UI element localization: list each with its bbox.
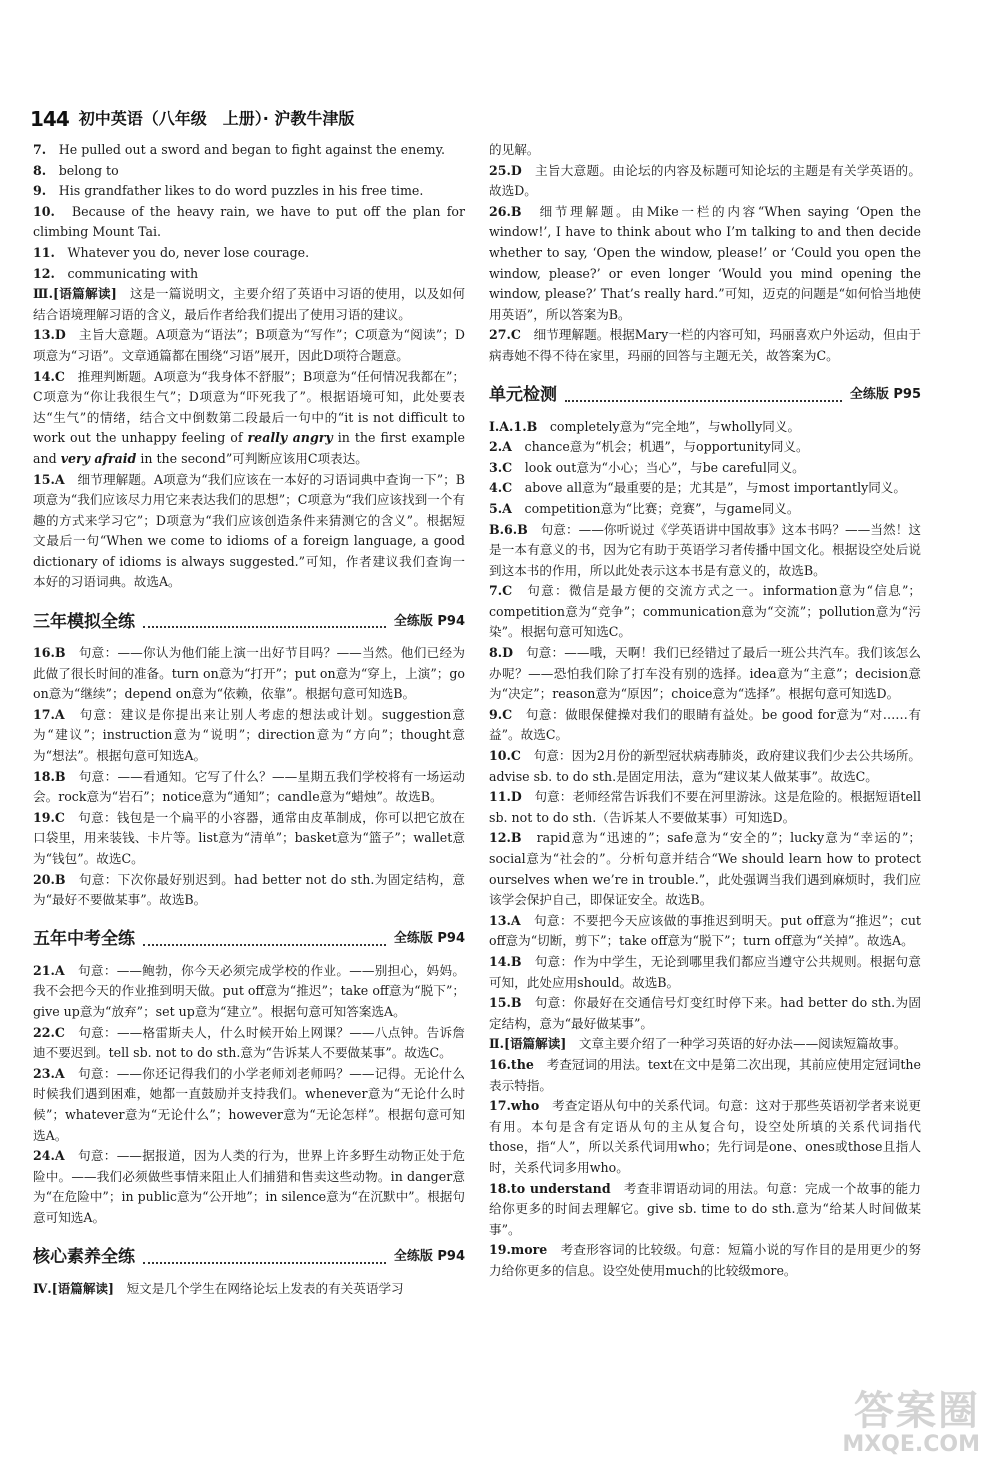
- answer-text: completely意为“完全地”，与wholly同义。: [537, 418, 801, 434]
- right-column: [489, 140, 921, 1281]
- section-heading: [33, 1245, 465, 1271]
- answer-key: 17.A: [33, 706, 65, 722]
- answer-key: 12.: [33, 265, 55, 281]
- answer-item: [489, 458, 921, 479]
- answer-item: [33, 181, 465, 202]
- answer-key: 22.C: [33, 1024, 65, 1040]
- answer-text: 句意：下次你最好别迟到。had better not do sth.为固定结构，意为“最好不要做某事”。故选B。: [33, 871, 465, 908]
- answer-item: [33, 1146, 465, 1228]
- answer-list: [33, 1279, 465, 1300]
- section-title: 三年模拟全练: [33, 611, 135, 632]
- answer-key: 9.C: [489, 706, 513, 722]
- answer-item: [489, 202, 921, 326]
- watermark-logo: 答案圈 MXQE.COM: [842, 1388, 980, 1457]
- section-title: 单元检测: [489, 385, 557, 406]
- answer-key: 13.D: [33, 327, 66, 343]
- answer-key: 8.D: [489, 645, 514, 661]
- answer-item: [489, 437, 921, 458]
- answer-text: communicating with: [54, 265, 199, 281]
- answer-item: [489, 161, 921, 202]
- answer-item: [33, 643, 465, 705]
- answer-key: 27.C: [489, 327, 521, 343]
- answer-key: 3.C: [489, 459, 513, 475]
- section-title: 五年中考全练: [33, 929, 135, 950]
- answer-item: [33, 1064, 465, 1146]
- answer-item: [489, 1179, 921, 1241]
- answer-key: 10.: [33, 203, 55, 219]
- answer-key: 18.B: [33, 768, 66, 784]
- answer-text: 文章主要介绍了一种学习英语的好办法——阅读短篇故事。: [566, 1036, 907, 1052]
- answer-item: [33, 264, 465, 285]
- answer-list: [33, 470, 465, 594]
- section-ref: 全练版 P94: [393, 1249, 465, 1265]
- answer-item: [33, 470, 465, 594]
- answer-item: [489, 478, 921, 499]
- answer-item: [489, 417, 921, 438]
- answer-item-14: 14.C 推理判断题。A项意为“我身体不舒服”；B项意为“任何情况我都在”；C项意为“你让我很生气”；D项意为“吓死我了”。根据语境可知，此处要表达“生气”的情绪，结合文中倒数第二段最后一句中的“it is not difficult to work out the unhappy feeling of really angry in the first example and very afraid in the second”可判断应该用C项表达。: [33, 368, 465, 466]
- answer-text: His grandfather likes to do word puzzles in his free time.: [46, 183, 424, 199]
- answer-key: 19.C: [33, 809, 65, 825]
- answer-item: [33, 202, 465, 243]
- answer-key: Ⅰ.A.1.B: [489, 418, 538, 434]
- answer-item: [489, 828, 921, 910]
- answer-key: Ⅱ.[语篇解读]: [489, 1036, 567, 1052]
- answer-list: [33, 961, 465, 1229]
- answer-text: 细节理解题。根据Mary一栏的内容可知，玛丽喜欢户外运动，但由于病毒她不得不待在家里，玛丽的回答与主题无关，故答案为C。: [489, 327, 921, 363]
- answer-item: [33, 808, 465, 870]
- answer-list: [33, 140, 465, 367]
- answer-text: competition意为“比赛；竞赛”，与game同义。: [511, 500, 800, 516]
- answer-text: 句意：老师经常告诉我们不要在河里游泳。这是危险的。根据短语tell sb. not to do sth.（告诉某人不要做某事）可知选D。: [489, 789, 921, 825]
- answer-key: 5.A: [489, 500, 512, 516]
- answer-text: 句意：你最好在交通信号灯变红时停下来。had better do sth.为固定结构，意为“最好做某事”。: [489, 995, 921, 1031]
- answer-text: 考查非谓语动词的用法。句意：完成一个故事的能力给你更多的时间去理解它。give sb. time to do sth.意为“给某人时间做某事”。: [489, 1180, 922, 1237]
- answer-item: [489, 325, 921, 366]
- answer-key: 14.B: [489, 953, 522, 969]
- answer-text: 句意：钱包是一个扁平的小容器，通常由皮革制成，你可以把它放在口袋里，用来装钱、卡片等。list意为“清单”；basket意为“篮子”；wallet意为“钱包”。故选C。: [33, 809, 465, 866]
- answer-key: 2.A: [489, 439, 512, 455]
- answer-key: 9.: [33, 183, 47, 199]
- dotted-leader: [143, 934, 386, 946]
- answer-text: 句意：——哦，天啊！我们已经错过了最后一班公共汽车。我们该怎么办呢？——恐怕我们除了打车没有别的选择。idea意为“主意”；decision意为“决定”；reason意为“原因”；choice意为“选择”。根据句意可知选D。: [489, 645, 921, 702]
- answer-key: Ⅲ.[语篇解读]: [33, 286, 117, 302]
- answer-text: 句意：——鲍勃，你今天必须完成学校的作业。——别担心，妈妈。我不会把今天的作业推到明天做。put off意为“推迟”；take off意为“脱下”；give up意为“放弃”；set up意为“建立”。根据句意可知答案选A。: [33, 962, 465, 1019]
- answer-item: [33, 767, 465, 808]
- section-title: 核心素养全练: [33, 1247, 135, 1268]
- answer-text: 句意：——你认为他们能上演一出好节目吗？——当然。他们已经为此做了很长时间的准备。turn on意为“打开”；put on意为“穿上，上演”；go on意为“继续”；depend on意为“依赖，依靠”。根据句意可知选B。: [33, 645, 465, 702]
- answer-key: 24.A: [33, 1148, 65, 1164]
- left-column: [33, 140, 465, 1299]
- answer-key: 4.C: [489, 480, 513, 496]
- answer-item: [489, 705, 921, 746]
- answer-key: 18.to understand: [489, 1180, 611, 1196]
- dotted-leader: [143, 1252, 386, 1264]
- answer-item: [489, 1240, 921, 1281]
- answer-text: 考查冠词的用法。text在文中是第二次出现，其前应使用定冠词the表示特指。: [489, 1056, 921, 1093]
- answer-item: [489, 952, 921, 993]
- answer-key: 23.A: [33, 1065, 65, 1081]
- answer-item: [33, 325, 465, 366]
- answer-text: 细节理解题。A项意为“我们应该在一本好的习语词典中查询一下”；B项意为“我们应该尽力用它来表达我们的思想”；C项意为“我们应该找到一个有趣的方式来学习它”；D项意为“我们应该创造条件来猜测它的含义”。根据短文最后一句“When we come to idioms of a foreign language, a good dictionary of idioms is always suggested.”可知，作者建议我们查询一本好的习语词典。故选A。: [33, 471, 465, 590]
- answer-list: [33, 643, 465, 911]
- section-ref: 全练版 P95: [849, 387, 921, 403]
- answer-item: [33, 161, 465, 182]
- answer-item: [33, 284, 465, 325]
- answer-key: 15.A: [33, 471, 65, 487]
- answer-text: 句意：因为2月份的新型冠状病毒肺炎，政府建议我们少去公共场所。advise sb. to do sth.是固定用法，意为“建议某人做某事”。故选C。: [489, 748, 921, 784]
- answer-text: 句意：——你还记得我们的小学老师刘老师吗？——记得。无论什么时候我们遇到困难，她都一直鼓励并支持我们。whenever意为“无论什么时候”；whatever意为“无论什么”；however意为“无论怎样”。根据句意可知选A。: [33, 1065, 465, 1143]
- answer-text: 句意：不要把今天应该做的事推迟到明天。put off意为“推迟”；cut off意为“切断，剪下”；take off意为“脱下”；turn off意为“关掉”。故选A。: [489, 912, 921, 949]
- answer-text: 句意：建议是你提出来让别人考虑的想法或计划。suggestion意为“建议”；instruction意为“说明”；direction意为“方向”；thought意为“想法”。根据句意可知选A。: [33, 706, 465, 764]
- answer-key: B.6.B: [489, 521, 528, 537]
- answer-key: 16.B: [33, 645, 66, 661]
- answer-text: above all意为“最重要的是；尤其是”，与most importantly同义。: [512, 480, 906, 496]
- answer-key: 15.B: [489, 995, 522, 1011]
- answer-text: 这是一篇说明文，主要介绍了英语中习语的使用，以及如何结合语境理解习语的含义，最后作者给我们提出了使用习语的建议。: [33, 286, 466, 322]
- answer-text: He pulled out a sword and began to fight against the enemy.: [46, 142, 446, 157]
- answer-text: Whatever you do, never lose courage.: [54, 244, 310, 260]
- answer-item: [33, 961, 465, 1023]
- answer-item: [489, 787, 921, 828]
- answer-text: 句意：作为中学生，无论到哪里我们都应当遵守公共规则。根据句意可知，此处应用should。故选B。: [489, 953, 921, 990]
- dotted-leader: [143, 616, 386, 628]
- section-ref: 全练版 P94: [393, 613, 465, 629]
- answer-key: 8.: [33, 162, 47, 178]
- answer-item: [489, 520, 921, 582]
- dotted-leader: [565, 390, 842, 402]
- answer-text: 的见解。: [489, 142, 540, 157]
- section-heading: [489, 383, 921, 409]
- answer-item: [33, 243, 465, 264]
- answer-key: 13.A: [489, 912, 521, 928]
- answer-item: [33, 705, 465, 767]
- answer-key: 11.D: [489, 789, 522, 805]
- answer-key: 25.D: [489, 162, 522, 178]
- page-number: 144: [30, 107, 69, 131]
- answer-item: [489, 1034, 921, 1055]
- answer-text: chance意为“机会；机遇”，与opportunity同义。: [511, 439, 809, 455]
- section-heading: [33, 609, 465, 635]
- answer-text: 主旨大意题。A项意为“语法”；B项意为“写作”；C项意为“阅读”；D项意为“习语”。文章通篇都在围绕“习语”展开，因此D项符合题意。: [33, 327, 465, 363]
- answer-text: 短文是几个学生在网络论坛上发表的有关英语学习: [113, 1280, 404, 1296]
- answer-list: [489, 417, 921, 1282]
- answer-text: look out意为“小心；当心”，与be careful同义。: [512, 459, 805, 475]
- answer-list: [489, 140, 921, 367]
- answer-key: 20.B: [33, 871, 66, 887]
- answer-item: [489, 993, 921, 1034]
- answer-key: 7.C: [489, 583, 513, 599]
- answer-item: [33, 870, 465, 911]
- answer-text: 句意：微信是最方便的交流方式之一。information意为“信息”；competition意为“竞争”；communication意为“交流”；pollution意为“污染”。根据句意可知选C。: [489, 583, 921, 640]
- answer-key: 11.: [33, 244, 55, 260]
- answer-text: 句意：——看通知。它写了什么？——星期五我们学校将有一场运动会。rock意为“岩石”；notice意为“通知”；candle意为“蜡烛”。故选B。: [33, 768, 465, 805]
- answer-key: 26.B: [489, 203, 522, 219]
- answer-key: 21.A: [33, 962, 65, 978]
- answer-item: [33, 1023, 465, 1064]
- answer-text: 主旨大意题。由论坛的内容及标题可知论坛的主题是有关学英语的。故选D。: [489, 162, 921, 199]
- answer-item: [489, 499, 921, 520]
- answer-key: 16.the: [489, 1056, 534, 1072]
- answer-key: 12.B: [489, 830, 522, 846]
- answer-text: 句意：——据报道，因为人类的行为，世界上许多野生动物正处于危险中。——我们必须做些事情来阻止人们捕猎和售卖这些动物。in danger意为“在危险中”；in public意为“公开地”；in silence意为“在沉默中”。根据句意可知选A。: [33, 1148, 465, 1225]
- answer-item: [489, 643, 921, 705]
- answer-item: [33, 1279, 465, 1300]
- answer-text: 句意：做眼保健操对我们的眼睛有益处。be good for意为“对……有益”。故选C。: [489, 706, 921, 743]
- answer-key: 10.C: [489, 748, 521, 764]
- answer-item: [489, 140, 921, 161]
- answer-key: Ⅳ.[语篇解读]: [33, 1280, 114, 1296]
- answer-item: [489, 746, 921, 787]
- answer-text: Because of the heavy rain, we have to put off the plan for climbing Mount Tai.: [33, 203, 465, 240]
- answer-text: rapid意为“迅速的”；safe意为“安全的”；lucky意为“幸运的”；social意为“社会的”。分析句意并结合“We should learn how to protect ourselves when we’re in trouble.”，此处强调当我们遇到麻烦时，我们应该学会保护自己，即保证安全。故选B。: [489, 830, 921, 908]
- answer-text: 句意：——你听说过《学英语讲中国故事》这本书吗？——当然！这是一本有意义的书，因为它有助于英语学习者传播中国文化。根据设空处后说到这本书的作用，所以此处表示这本书是有意义的，故选B。: [489, 521, 921, 578]
- answer-text: 考查形容词的比较级。句意：短篇小说的写作目的是用更少的努力给你更多的信息。设空处使用much的比较级more。: [489, 1242, 921, 1278]
- section-heading: [33, 927, 465, 953]
- section-ref: 全练版 P94: [393, 931, 465, 947]
- answer-item: [489, 581, 921, 643]
- answer-text: belong to: [46, 162, 119, 178]
- answer-text: 考查定语从句中的关系代词。句意：这对于那些英语初学者来说更有用。本句是含有定语从句的主从复合句，设空处所填的关系代词指代those，指“人”，所以关系代词用who；先行词是one、ones或those且指人时，关系代词多用who。: [489, 1098, 921, 1175]
- answer-key: 19.more: [489, 1242, 548, 1258]
- answer-text: 句意：——格雷斯夫人，什么时候开始上网课？——八点钟。告诉詹迪不要迟到。tell sb. not to do sth.意为“告诉某人不要做某事”。故选C。: [33, 1024, 465, 1061]
- page-header: [30, 100, 970, 130]
- answer-text: 细节理解题。由Mike一栏的内容“When saying ‘Open the window!’, I have to think about who I’m talking to and then decide whether to say, ‘Open the window, please!’ or ‘Could you open the window, please?’ or even longer ‘Would you mind opening the window, please?’ That’s really hard.”可知，迈克的问题是“如何恰当地使用英语”，所以答案为B。: [489, 203, 921, 322]
- answer-item: [489, 1055, 921, 1096]
- answer-key: 7.: [33, 142, 47, 157]
- answer-item: [489, 911, 921, 952]
- answer-item: [33, 140, 465, 161]
- answer-key: 17.who: [489, 1098, 540, 1114]
- answer-item: [489, 1096, 921, 1178]
- book-title: 初中英语（八年级 上册）· 沪教牛津版: [78, 109, 355, 128]
